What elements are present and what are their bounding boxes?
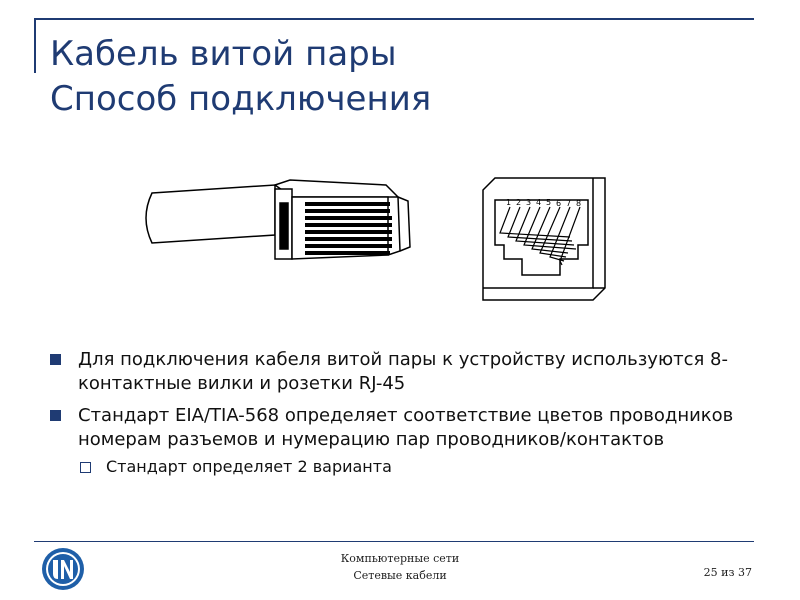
- footer-section-title: Сетевые кабели: [353, 569, 447, 582]
- top-rule: [34, 18, 754, 20]
- sub-bullet-text: Стандарт определяет 2 варианта: [106, 457, 392, 476]
- title-line-1: Кабель витой пары: [50, 34, 397, 74]
- bullet-list: [50, 348, 750, 486]
- slide-title: [50, 32, 431, 122]
- bullet-item: [50, 348, 750, 396]
- rj45-illustration: [140, 175, 610, 305]
- pin-number: 7: [566, 199, 572, 208]
- sub-bullet-list: [78, 456, 750, 478]
- footer-course-info: [300, 550, 500, 584]
- pin-number: 4: [536, 198, 542, 207]
- square-bullet-icon: [50, 410, 61, 421]
- pin-number: 1: [506, 198, 512, 207]
- pin-number: 6: [556, 199, 562, 208]
- sub-bullet-item: [78, 456, 750, 478]
- bullet-text: Стандарт EIA/TIA-568 определяет соответствие цветов проводников номерам разъемов и нумерацию пар проводников/контактов: [78, 405, 734, 450]
- university-logo-icon: [40, 546, 86, 592]
- square-bullet-icon: [50, 354, 61, 365]
- pin-number: 5: [546, 198, 552, 207]
- pin-number: 2: [516, 198, 522, 207]
- hollow-square-bullet-icon: [80, 462, 91, 473]
- bullet-item: [50, 404, 750, 478]
- page-number: 25 из 37: [703, 566, 752, 579]
- footer-rule: [34, 541, 754, 542]
- rj45-plug-image: [146, 180, 410, 259]
- bullet-text: Для подключения кабеля витой пары к устройству используются 8-контактные вилки и розетки RJ-45: [78, 349, 728, 394]
- title-line-2: Способ подключения: [50, 79, 432, 119]
- pin-number: 3: [526, 198, 532, 207]
- footer-course-title: Компьютерные сети: [340, 552, 460, 565]
- pin-number: 8: [576, 199, 582, 208]
- rj45-jack-image: [483, 178, 605, 300]
- left-rule: [34, 18, 36, 73]
